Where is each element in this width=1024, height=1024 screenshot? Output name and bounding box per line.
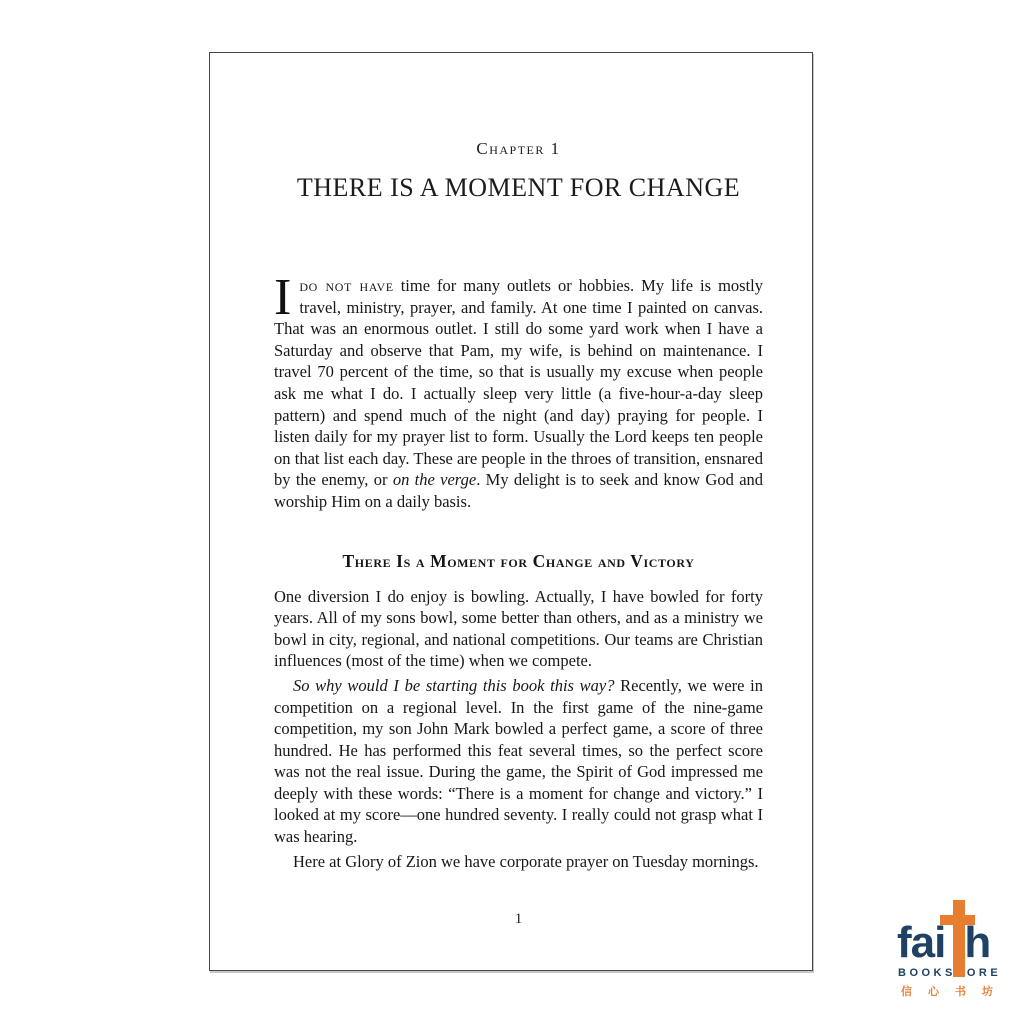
book-page [209,52,813,971]
logo-wordmark-right: h [964,918,991,967]
chinese-char: 坊 [982,986,993,998]
logo-bookstore-left: BOOKS [898,967,956,979]
chapter-label: Chapter 1 [476,139,561,158]
section-heading: There Is a Moment for Change and Victory [342,550,695,571]
italic-lead: So why would I be starting this book this way? [293,675,615,695]
italic-phrase: on the verge [392,470,477,490]
logo-bookstore-line [898,967,1001,979]
page-content [274,53,763,872]
logo-wordmark [897,918,991,967]
logo-wordmark-left: fai [897,918,946,967]
paragraph-1-text: time for many outlets or hobbies. My life is mostly travel, ministry, prayer, and family. At one time I painted on canvas. That was an enormous outlet. I still do some yard work when I have a Saturday and observe that Pam, my wife, is behind on maintenance. I travel 70 percent of the time, so that is usually my excuse when people ask me what I do. I actually sleep very little (a five-hour-a-day sleep pattern) and spend much of the night (and day) praying for people. I listen daily for my prayer list to form. Usually the Lord keeps ten people on that list each day. These are people in the throes of transition, ensnared by the enemy, or [274,276,763,490]
paragraph-3 [274,675,763,848]
page-number: 1 [514,911,523,927]
paragraph-4: Here at Glory of Zion we have corporate prayer on Tuesday mornings. [293,851,759,871]
smallcaps-lead: do not have [299,276,394,295]
paragraph-2: One diversion I do enjoy is bowling. Actually, I have bowled for forty years. All of my sons bowl, some better than others, and as a ministry we bowl in city, regional, and national competitions. Our teams are Christian influences (most of the time) when we compete. [274,586,763,671]
paragraph-3-text: Recently, we were in competition on a regional level. In the first game of the nine-game competition, my son John Mark bowled a perfect game, a score of three hundred. He has performed this feat several times, so the perfect score was not the real issue. During the game, the Spirit of God impressed me deeply with these words: “There is a moment for change and victory.” I looked at my score—one hundred seventy. I really could not grasp what I was hearing. [274,675,763,847]
paragraph-1 [274,269,764,513]
dropcap: I [274,269,292,326]
logo-wordmark-gap [945,921,964,965]
logo-bookstore-right: ORE [966,967,1002,979]
chinese-char: 书 [955,986,966,998]
chinese-char: 信 [901,986,912,998]
paragraph-1-text-end: . My delight is to seek and know God and worship Him on a daily basis. [274,470,764,511]
chapter-title: THERE IS A MOMENT FOR CHANGE [296,173,741,202]
chinese-char: 心 [928,986,939,998]
faith-bookstore-logo [845,893,1020,1011]
logo-chinese-name [901,983,993,999]
